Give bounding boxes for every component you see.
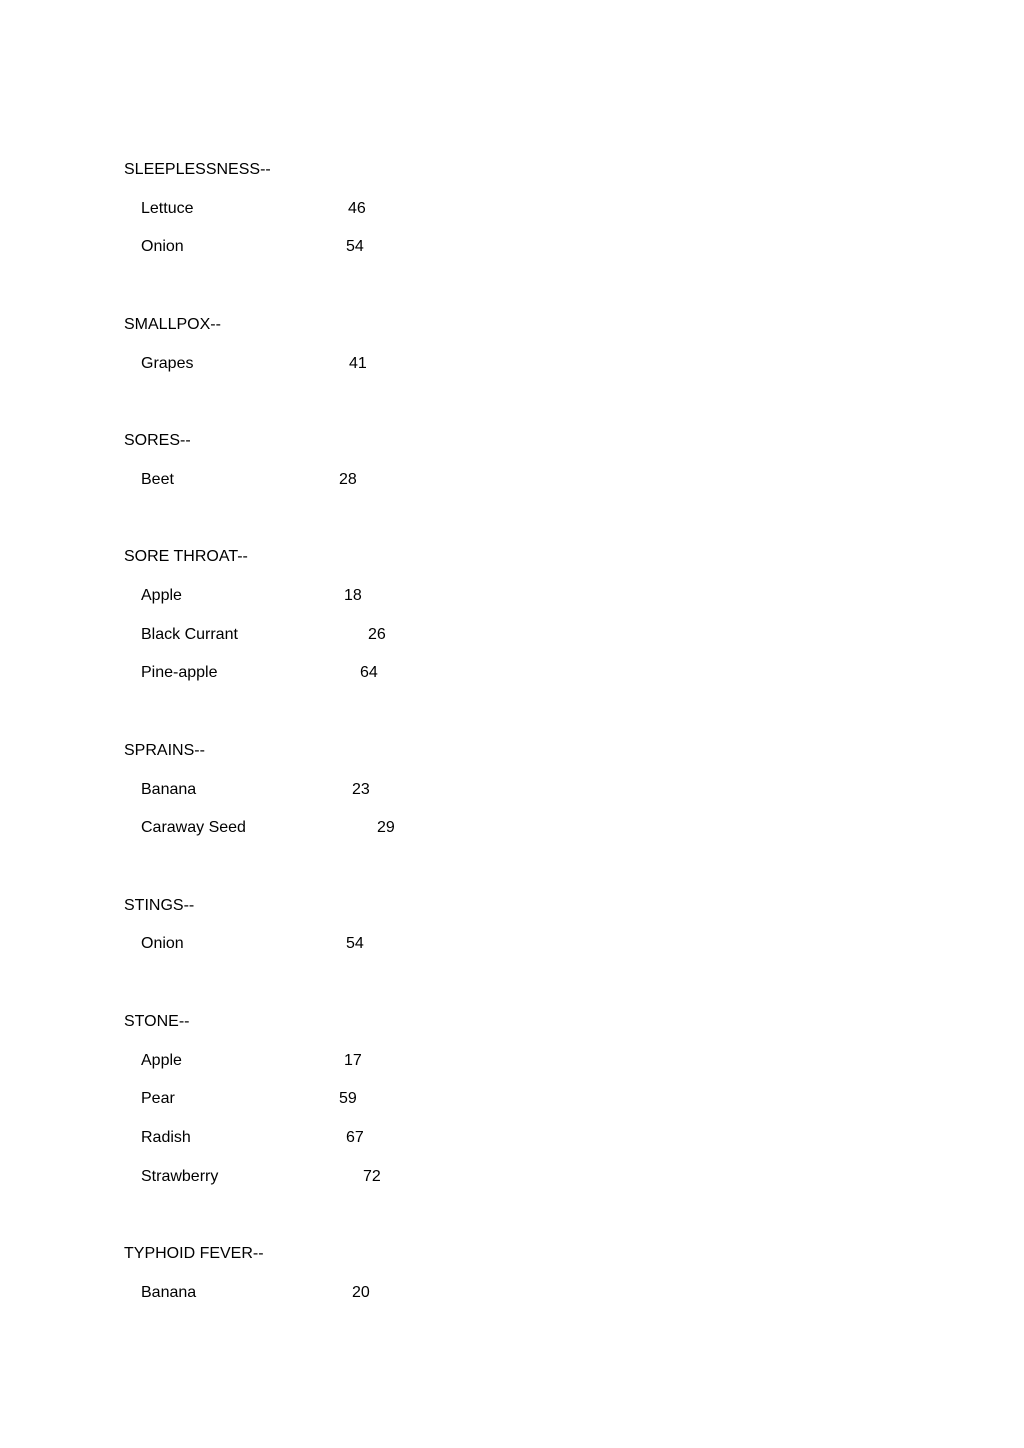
index-section-stings bbox=[124, 896, 824, 955]
index-entry bbox=[124, 934, 824, 954]
entry-page-number: 59 bbox=[339, 1090, 357, 1108]
section-heading: SORE THROAT-- bbox=[124, 548, 248, 566]
section-heading: STONE-- bbox=[124, 1012, 190, 1030]
index-entry bbox=[124, 1051, 824, 1071]
index-section-typhoid-fever bbox=[124, 1244, 824, 1303]
section-heading: TYPHOID FEVER-- bbox=[124, 1245, 264, 1263]
index-section-sleeplessness bbox=[124, 160, 824, 257]
section-spacer bbox=[124, 683, 824, 741]
entry-page-number: 23 bbox=[352, 780, 370, 798]
entry-name: Pine-apple bbox=[141, 664, 218, 682]
entry-page-number: 29 bbox=[377, 819, 395, 837]
index-section-sore-throat bbox=[124, 547, 824, 683]
section-heading: SLEEPLESSNESS-- bbox=[124, 161, 271, 178]
entry-name: Grapes bbox=[141, 354, 194, 372]
section-heading: SPRAINS-- bbox=[124, 741, 205, 759]
index-entry bbox=[124, 1089, 824, 1109]
entry-name: Strawberry bbox=[141, 1167, 219, 1185]
index-section-sprains bbox=[124, 741, 824, 838]
index-page bbox=[124, 160, 824, 1303]
entry-name: Banana bbox=[141, 780, 197, 798]
entry-page-number: 41 bbox=[349, 354, 367, 372]
index-entry bbox=[124, 780, 824, 800]
index-entry bbox=[124, 1128, 824, 1148]
index-entry bbox=[124, 237, 824, 257]
entry-page-number: 54 bbox=[346, 935, 364, 953]
index-entry bbox=[124, 1283, 824, 1303]
entry-name: Apple bbox=[141, 1051, 182, 1069]
entry-page-number: 18 bbox=[344, 586, 362, 604]
entry-name: Black Currant bbox=[141, 625, 238, 643]
entry-name: Radish bbox=[141, 1128, 191, 1146]
section-spacer bbox=[124, 374, 824, 432]
section-heading: STINGS-- bbox=[124, 896, 195, 914]
section-heading: SORES-- bbox=[124, 432, 191, 450]
entry-page-number: 28 bbox=[339, 470, 357, 488]
section-spacer bbox=[124, 838, 824, 896]
entry-name: Apple bbox=[141, 586, 182, 604]
entry-name: Beet bbox=[141, 470, 174, 488]
index-entry bbox=[124, 586, 824, 606]
index-section-stone bbox=[124, 1012, 824, 1187]
entry-page-number: 54 bbox=[346, 238, 364, 256]
entry-name: Pear bbox=[141, 1090, 175, 1108]
section-heading: SMALLPOX-- bbox=[124, 315, 221, 333]
entry-page-number: 64 bbox=[360, 664, 378, 682]
entry-page-number: 67 bbox=[346, 1128, 364, 1146]
index-section-sores bbox=[124, 431, 824, 490]
index-entry bbox=[124, 818, 824, 838]
index-section-smallpox bbox=[124, 315, 824, 374]
index-entry bbox=[124, 625, 824, 645]
entry-page-number: 26 bbox=[368, 625, 386, 643]
entry-page-number: 17 bbox=[344, 1051, 362, 1069]
index-entry bbox=[124, 470, 824, 490]
entry-page-number: 46 bbox=[348, 199, 366, 217]
entry-page-number: 72 bbox=[363, 1167, 381, 1185]
entry-name: Caraway Seed bbox=[141, 819, 246, 837]
section-spacer bbox=[124, 1187, 824, 1245]
index-entry bbox=[124, 354, 824, 374]
entry-page-number: 20 bbox=[352, 1283, 370, 1301]
section-spacer bbox=[124, 490, 824, 548]
index-entry bbox=[124, 663, 824, 683]
entry-name: Onion bbox=[141, 238, 184, 256]
index-entry bbox=[124, 199, 824, 219]
entry-name: Banana bbox=[141, 1283, 197, 1301]
index-entry bbox=[124, 1167, 824, 1187]
entry-name: Lettuce bbox=[141, 199, 194, 217]
section-spacer bbox=[124, 954, 824, 1012]
section-spacer bbox=[124, 257, 824, 315]
entry-name: Onion bbox=[141, 935, 184, 953]
